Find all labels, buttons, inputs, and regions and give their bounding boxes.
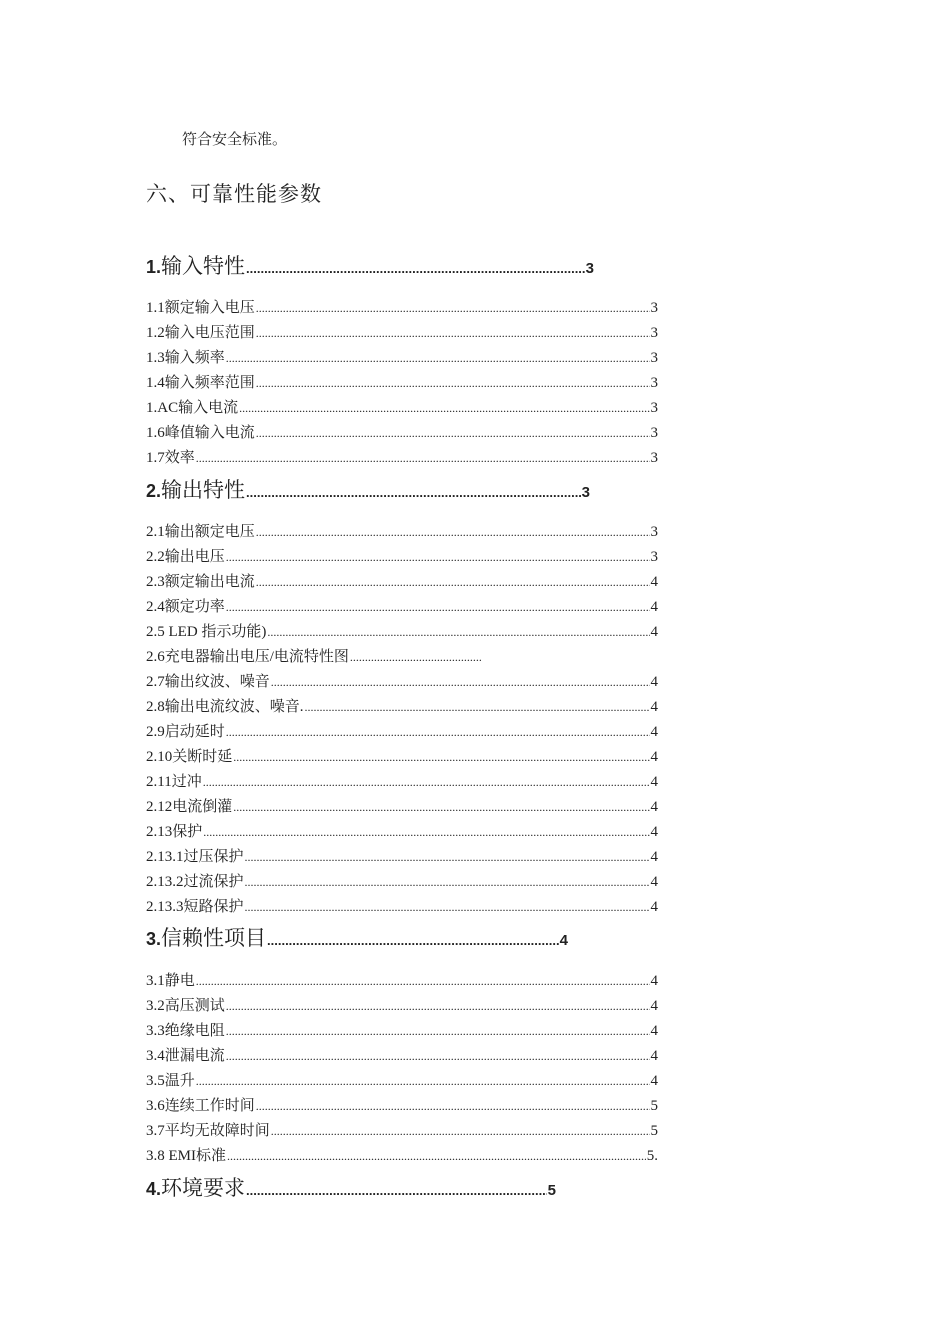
dot-leader: [226, 600, 650, 615]
toc-entry[interactable]: [146, 1019, 658, 1039]
toc-entry[interactable]: [146, 745, 658, 765]
toc-entry-title: 1.AC输入电流: [146, 400, 239, 416]
toc-entry-title: 1.3输入频率: [146, 350, 225, 366]
toc-entry-title: 3.2高压测试: [146, 998, 225, 1014]
toc-entry[interactable]: [146, 795, 658, 815]
toc-entry[interactable]: [146, 1144, 658, 1164]
page-number: 4: [650, 1073, 658, 1089]
dot-leader: [271, 675, 650, 690]
page-number: 5: [547, 1182, 556, 1199]
page-number: 4: [650, 749, 658, 765]
dot-leader: [245, 875, 650, 890]
toc-entry[interactable]: [146, 845, 658, 865]
dot-leader: [226, 1024, 650, 1039]
page-number: 4: [650, 899, 658, 915]
toc-entry-title: 2.13.3短路保护: [146, 899, 244, 915]
toc-heading[interactable]: [146, 1172, 556, 1202]
page-number: 4: [650, 799, 658, 815]
toc-entry-title: 2.11过冲: [146, 774, 202, 790]
toc-heading-title: 输入特性: [161, 254, 246, 278]
page-number: 3: [650, 549, 658, 565]
toc-heading[interactable]: [146, 922, 568, 952]
toc-entry-title: 3.8 EMI标准: [146, 1148, 226, 1164]
toc-entry[interactable]: [146, 720, 658, 740]
page-number: 4: [559, 932, 568, 949]
toc-entry-title: 1.2输入电压范围: [146, 325, 255, 341]
page-number: 4: [650, 849, 658, 865]
page-number: 3: [650, 450, 658, 466]
dot-leader: [256, 376, 650, 391]
toc-entry[interactable]: [146, 820, 658, 840]
toc-entry-title: 2.5 LED 指示功能): [146, 624, 267, 640]
toc-entry[interactable]: [146, 770, 658, 790]
toc-entry[interactable]: [146, 895, 658, 915]
dot-leader: [271, 1124, 650, 1139]
toc-entry[interactable]: [146, 670, 658, 690]
dot-leader: [203, 825, 649, 840]
toc-heading[interactable]: [146, 474, 590, 504]
dot-leader: [239, 401, 649, 416]
dot-leader: [256, 426, 650, 441]
page-number: 3: [650, 375, 658, 391]
page-number: 4: [650, 1048, 658, 1064]
dot-leader: [256, 326, 650, 341]
page-number: 5: [650, 1123, 658, 1139]
toc-entry-title: 1.6峰值输入电流: [146, 425, 255, 441]
dot-leader: [227, 1149, 646, 1164]
toc-entry-title: 2.2输出电压: [146, 549, 225, 565]
dot-leader: [256, 575, 650, 590]
toc-heading-title: 信赖性项目: [161, 926, 267, 950]
toc-entry[interactable]: [146, 346, 658, 366]
dot-leader: [226, 725, 650, 740]
page-number: 3: [650, 524, 658, 540]
page-number: 5: [650, 1098, 658, 1114]
page-number: 3: [650, 400, 658, 416]
toc-heading-title: 输出特性: [161, 478, 246, 502]
toc-entry[interactable]: [146, 620, 658, 640]
toc-entry[interactable]: [146, 421, 658, 441]
toc-entry-title: 2.8输出电流纹波、噪音.: [146, 699, 304, 715]
page-number: 4: [650, 724, 658, 740]
dot-leader: [196, 974, 650, 989]
page-number: 4: [650, 599, 658, 615]
toc-heading-title: 环境要求: [161, 1176, 246, 1200]
toc-entry-title: 2.9启动延时: [146, 724, 225, 740]
toc-entry[interactable]: [146, 321, 658, 341]
toc-entry[interactable]: [146, 994, 658, 1014]
toc-entry[interactable]: [146, 1094, 658, 1114]
toc-entry-title: 2.13.1过压保护: [146, 849, 244, 865]
dot-leader: [196, 451, 650, 466]
dot-leader: [246, 1183, 547, 1198]
toc-entry-title: 2.4额定功率: [146, 599, 225, 615]
section-title: 六、可靠性能参数: [146, 182, 322, 206]
dot-leader: [267, 933, 559, 948]
toc-heading-number: 4.: [146, 1179, 162, 1199]
page-number: 4: [650, 774, 658, 790]
dot-leader: [233, 800, 649, 815]
page-number: 3: [585, 260, 594, 277]
dot-leader: [245, 850, 650, 865]
toc-entry[interactable]: [146, 595, 658, 615]
toc-entry-title: 3.3绝缘电阻: [146, 1023, 225, 1039]
dot-leader: [246, 261, 585, 276]
dot-leader: [226, 999, 650, 1014]
dot-leader: [246, 485, 581, 500]
toc-entry-title: 2.3额定输出电流: [146, 574, 255, 590]
toc-entry-title: 2.7输出纹波、噪音: [146, 674, 270, 690]
toc-heading[interactable]: [146, 250, 594, 280]
page-number: 4: [650, 699, 658, 715]
toc-entry[interactable]: [146, 695, 658, 715]
toc-entry[interactable]: [146, 446, 658, 466]
dot-leader: [256, 1099, 650, 1114]
dot-leader: [233, 750, 649, 765]
page-number: 3: [581, 484, 590, 501]
toc-entry-title: 3.1静电: [146, 973, 195, 989]
page-number: 3: [650, 425, 658, 441]
dot-leader: [196, 1074, 650, 1089]
toc-entry[interactable]: [146, 1119, 658, 1139]
toc-entry[interactable]: [146, 396, 658, 416]
toc-entry[interactable]: [146, 870, 658, 890]
toc-entry-title: 3.6连续工作时间: [146, 1098, 255, 1114]
toc-entry[interactable]: [146, 645, 482, 665]
toc-entry-title: 1.1额定输入电压: [146, 300, 255, 316]
toc-entry[interactable]: [146, 570, 658, 590]
page-number: 4: [650, 574, 658, 590]
page-number: 4: [650, 624, 658, 640]
dot-leader: [203, 775, 650, 790]
page-number: 4: [650, 874, 658, 890]
dot-leader: [256, 301, 650, 316]
page-number: 5.: [646, 1148, 658, 1164]
toc-heading-number: 3.: [146, 929, 162, 949]
page-number: 4: [650, 998, 658, 1014]
toc-entry-title: 2.1输出额定电压: [146, 524, 255, 540]
page-number: 4: [650, 973, 658, 989]
page-number: 4: [650, 674, 658, 690]
page-number: 3: [650, 325, 658, 341]
toc-entry-title: 2.12电流倒灌: [146, 799, 233, 815]
page-number: 3: [650, 300, 658, 316]
toc-entry[interactable]: [146, 1069, 658, 1089]
dot-leader: [305, 700, 650, 715]
toc-entry-title: 2.6充电器输出电压/电流特性图: [146, 649, 349, 665]
toc-heading-number: 2.: [146, 481, 162, 501]
page-number: 3: [650, 350, 658, 366]
toc-entry[interactable]: [146, 969, 658, 989]
dot-leader: [226, 1049, 650, 1064]
toc-entry-title: 3.4泄漏电流: [146, 1048, 225, 1064]
page-number: 4: [650, 1023, 658, 1039]
toc-entry-title: 2.10关断时延: [146, 749, 233, 765]
toc-entry-title: 3.5温升: [146, 1073, 195, 1089]
toc-entry[interactable]: [146, 520, 658, 540]
toc-entry-title: 1.4输入频率范围: [146, 375, 255, 391]
dot-leader: [226, 351, 650, 366]
toc-entry-title: 1.7效率: [146, 450, 195, 466]
page-number: 4: [650, 824, 658, 840]
toc-entry-title: 2.13保护: [146, 824, 203, 840]
dot-leader: [267, 625, 649, 640]
dot-leader: [350, 650, 481, 665]
toc-heading-number: 1.: [146, 257, 162, 277]
dot-leader: [245, 900, 650, 915]
toc-entry-title: 2.13.2过流保护: [146, 874, 244, 890]
intro-text: 符合安全标准。: [182, 130, 288, 148]
toc-entry[interactable]: [146, 1044, 658, 1064]
dot-leader: [226, 550, 650, 565]
toc-entry[interactable]: [146, 545, 658, 565]
toc-entry[interactable]: [146, 371, 658, 391]
dot-leader: [256, 525, 650, 540]
toc-entry-title: 3.7平均无故障时间: [146, 1123, 270, 1139]
toc-entry[interactable]: [146, 296, 658, 316]
